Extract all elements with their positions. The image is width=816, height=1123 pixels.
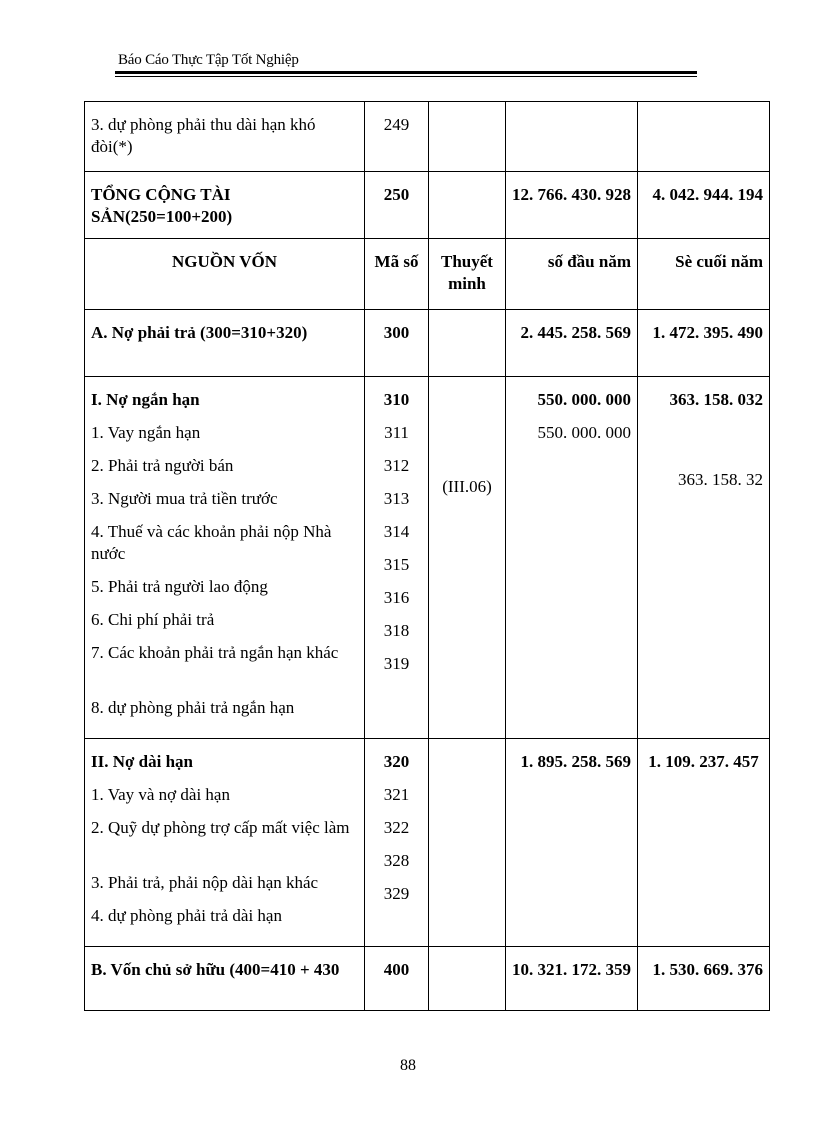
- row-begin: [506, 102, 638, 172]
- item-label: 1. Vay và nợ dài hạn: [91, 785, 230, 804]
- row-end: [638, 102, 770, 172]
- page-number: 88: [400, 1057, 416, 1074]
- row-code: 400: [365, 947, 429, 1011]
- row-end: 1. 109. 237. 457: [638, 739, 770, 947]
- item-label: 2. Quỹ dự phòng trợ cấp mất việc làm: [91, 818, 350, 837]
- row-label: B. Vốn chủ sở hữu (400=410 + 430: [85, 947, 365, 1011]
- row-labels: [85, 377, 365, 739]
- spacer: [644, 422, 763, 469]
- item-code: 314: [383, 522, 410, 541]
- header-rule-thick: [115, 71, 697, 74]
- item-code: 329: [383, 884, 410, 903]
- item-code: 319: [383, 654, 410, 673]
- table-row-249: [85, 102, 770, 172]
- item-label: 3. Phải trả, phải nộp dài hạn khác: [91, 873, 319, 892]
- item-code: 322: [383, 818, 410, 837]
- row-end: 1. 472. 395. 490: [638, 310, 770, 377]
- row-end: 1. 530. 669. 376: [638, 947, 770, 1011]
- row-code: 300: [365, 310, 429, 377]
- section-title: I. Nợ ngắn hạn: [91, 390, 200, 409]
- header-thuyet-minh: Thuyết minh: [429, 239, 506, 310]
- table-row-300: [85, 310, 770, 377]
- table-row-310-group: [85, 377, 770, 739]
- row-codes: [365, 377, 429, 739]
- item-label: 2. Phải trả người bán: [91, 456, 234, 475]
- header-so-dau-nam: số đầu năm: [506, 239, 638, 310]
- row-note: [429, 310, 506, 377]
- row-begin-values: [506, 377, 638, 739]
- item-code: 311: [384, 423, 409, 442]
- balance-sheet-table: [84, 101, 770, 1011]
- item-code: 312: [383, 456, 410, 475]
- item-code: 315: [383, 555, 410, 574]
- table-row-400: [85, 947, 770, 1011]
- table-row-320-group: [85, 739, 770, 947]
- table-header-row: [85, 239, 770, 310]
- item-label: 4. dự phòng phải trả dài hạn: [91, 906, 282, 925]
- row-label: A. Nợ phải trả (300=310+320): [85, 310, 365, 377]
- end-313: 363. 158. 32: [678, 470, 763, 489]
- row-begin: 2. 445. 258. 569: [506, 310, 638, 377]
- row-begin: 10. 321. 172. 359: [506, 947, 638, 1011]
- header-ma-so: Mã số: [365, 239, 429, 310]
- row-labels: [85, 739, 365, 947]
- row-code: 249: [365, 102, 429, 172]
- header-nguon-von: NGUỒN VỐN: [85, 239, 365, 310]
- page-header-title: Báo Cáo Thực Tập Tốt Nghiệp: [118, 52, 299, 68]
- table-row-250: [85, 172, 770, 239]
- item-label: 6. Chi phí phải trả: [91, 610, 215, 629]
- section-title: II. Nợ dài hạn: [91, 752, 194, 771]
- row-label: TỔNG CỘNG TÀI SẢN(250=100+200): [85, 172, 365, 239]
- begin-total: 550. 000. 000: [537, 390, 631, 409]
- item-code: 320: [383, 752, 410, 771]
- item-label: 4. Thuế và các khoản phải nộp Nhà nước: [91, 522, 332, 563]
- header-so-cuoi-nam: Sè cuối năm: [638, 239, 770, 310]
- row-note: [429, 947, 506, 1011]
- row-codes: [365, 739, 429, 947]
- row-note: (III.06): [429, 377, 506, 739]
- row-code: 250: [365, 172, 429, 239]
- row-note: [429, 172, 506, 239]
- row-note: [429, 739, 506, 947]
- row-end: 4. 042. 944. 194: [638, 172, 770, 239]
- row-end-values: [638, 377, 770, 739]
- item-label: 7. Các khoản phải trả ngắn hạn khác: [91, 643, 339, 662]
- item-code: 316: [383, 588, 410, 607]
- begin-311: 550. 000. 000: [537, 423, 631, 442]
- item-code: 310: [383, 390, 410, 409]
- item-code: 321: [383, 785, 410, 804]
- row-label: 3. dự phòng phải thu dài hạn khó đòi(*): [85, 102, 365, 172]
- item-code: 328: [383, 851, 410, 870]
- item-label: 8. dự phòng phải trả ngắn hạn: [91, 698, 295, 717]
- item-label: 3. Người mua trả tiền trước: [91, 489, 278, 508]
- row-begin: 1. 895. 258. 569: [506, 739, 638, 947]
- end-total: 363. 158. 032: [669, 390, 763, 409]
- item-label: 1. Vay ngắn hạn: [91, 423, 201, 442]
- row-note: [429, 102, 506, 172]
- header-rule-thin: [115, 76, 697, 77]
- row-begin: 12. 766. 430. 928: [506, 172, 638, 239]
- item-label: 5. Phải trả người lao động: [91, 577, 268, 596]
- item-code: 313: [383, 489, 410, 508]
- item-code: 318: [383, 621, 410, 640]
